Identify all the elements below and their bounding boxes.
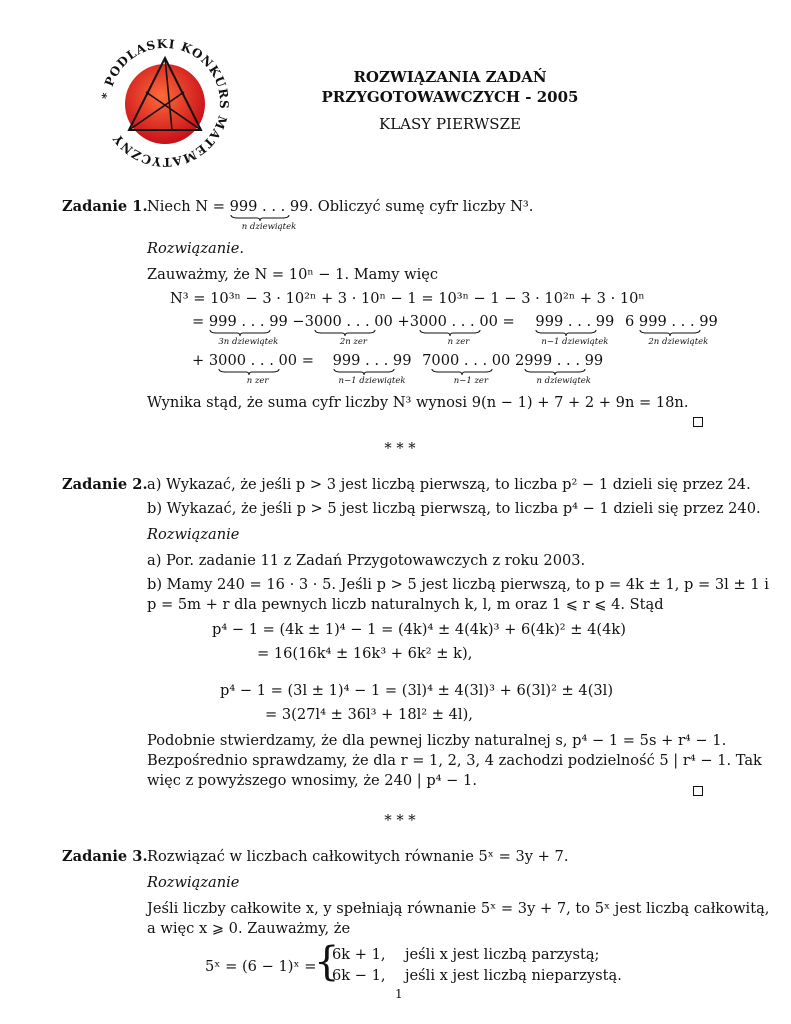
task2-solution-b-line2: p = 5m + r dla pewnych liczb naturalnych k, l, m oraz 1 ⩽ r ⩽ 4. Stąd <box>147 596 664 613</box>
task2-equation4: = 3(27l⁴ ± 36l³ + 18l² ± 4l), <box>265 706 473 723</box>
doc-title-line1: ROZWIĄZANIA ZADAŃ <box>353 68 547 86</box>
underbrace-icon <box>218 369 280 375</box>
task3-case2-expr: 6k − 1, <box>332 967 386 984</box>
section-separator: * * * <box>384 440 416 457</box>
eq-term: 6 999 . . . 99 2n dziewiątek <box>624 313 718 347</box>
task2-paragraph-line3: więc z powyższego wnosimy, że 240 | p⁴ − 1. <box>147 772 477 789</box>
task3-line1: Jeśli liczby całkowite x, y spełniają równanie 5ˣ = 3y + 7, to 5ˣ jest liczbą całkowitą, <box>147 900 770 917</box>
eq-term: = 999 . . . 99 n−1 dziewiątek <box>301 352 412 386</box>
task1-label: Zadanie 1. <box>62 198 148 215</box>
eq-term: = 999 . . . 99 3n dziewiątek <box>192 313 288 347</box>
underbrace-icon <box>431 369 493 375</box>
task2-part-a: a) Wykazać, że jeśli p > 3 jest liczbą pierwszą, to liczba p² − 1 dzieli się przez 24. <box>147 476 751 493</box>
task3-case2-cond: jeśli x jest liczbą nieparzystą. <box>405 967 622 984</box>
underbrace-icon <box>333 369 395 375</box>
task3-case1-cond: jeśli x jest liczbą parzystą; <box>405 946 600 963</box>
eq-term: + 3 000 . . . 00 n zer <box>192 352 298 386</box>
task2-equation3: p⁴ − 1 = (3l ± 1)⁴ − 1 = (3l)⁴ ± 4(3l)³ + 6(3l)² ± 4(3l) <box>220 682 614 699</box>
eq-term: 2 999 . . . 99 n dziewiątek <box>514 352 604 386</box>
task3-case-lhs: 5ˣ = (6 − 1)ˣ = <box>205 958 317 975</box>
qed-square-icon <box>693 786 703 796</box>
eq-term: = 999 . . . 99 n−1 dziewiątek <box>502 313 615 347</box>
task1-conclusion: Wynika stąd, że suma cyfr liczby N³ wynosi 9(n − 1) + 7 + 2 + 9n = 18n. <box>147 394 689 411</box>
task3-case1-expr: 6k + 1, <box>332 946 386 963</box>
task3-solution-heading: Rozwiązanie <box>147 874 240 891</box>
task2-paragraph-line2: Bezpośrednio sprawdzamy, że dla r = 1, 2, 3, 4 zachodzi podzielność 5 | r⁴ − 1. Tak <box>147 752 762 769</box>
eq-term: −3 000 . . . 00 2n zer <box>292 313 393 347</box>
task1-solution-heading: Rozwiązanie. <box>147 240 245 257</box>
task3-label: Zadanie 3. <box>62 848 148 865</box>
underbrace-icon <box>639 330 701 336</box>
task1-statement: Niech N = 999 . . . 99 n dziewiątek . Obliczyć sumę cyfr liczby N³. <box>147 198 534 232</box>
task2-equation1: p⁴ − 1 = (4k ± 1)⁴ − 1 = (4k)⁴ ± 4(4k)³ + 6(4k)² ± 4(4k) <box>212 621 626 638</box>
task2-solution-b-line1: b) Mamy 240 = 16 · 3 · 5. Jeśli p > 5 jest liczbą pierwszą, to p = 4k ± 1, p = 3l ± 1 i <box>147 576 769 593</box>
task1-equation1: N³ = 10³ⁿ − 3 · 10²ⁿ + 3 · 10ⁿ − 1 = 10³ⁿ − 1 − 3 · 10²ⁿ + 3 · 10ⁿ <box>170 290 645 307</box>
underbrace-icon <box>230 215 290 221</box>
underbrace-icon <box>535 330 597 336</box>
task2-solution-a: a) Por. zadanie 11 z Zadań Przygotowawczych z roku 2003. <box>147 552 586 569</box>
eq-term: 7 000 . . . 00 n−1 zer <box>422 352 511 386</box>
eq-term: +3 000 . . . 00 n zer <box>397 313 498 347</box>
underbrace-icon <box>314 330 376 336</box>
contest-logo <box>100 38 230 168</box>
task2-paragraph-line1: Podobnie stwierdzamy, że dla pewnej liczby naturalnej s, p⁴ − 1 = 5s + r⁴ − 1. <box>147 732 727 749</box>
underbrace-icon <box>209 330 271 336</box>
task2-solution-heading: Rozwiązanie <box>147 526 240 543</box>
doc-subtitle: KLASY PIERWSZE <box>379 115 521 133</box>
task2-label: Zadanie 2. <box>62 476 148 493</box>
section-separator: * * * <box>384 812 416 829</box>
overbrace-term: 999 . . . 99 n dziewiątek <box>229 198 309 232</box>
left-brace-icon: { <box>314 939 340 985</box>
qed-square-icon <box>693 417 703 427</box>
task1-equation-row2 <box>192 313 718 347</box>
task2-part-b: b) Wykazać, że jeśli p > 5 jest liczbą pierwszą, to liczba p⁴ − 1 dzieli się przez 240. <box>147 500 761 517</box>
task3-statement: Rozwiązać w liczbach całkowitych równanie 5ˣ = 3y + 7. <box>147 848 569 865</box>
task2-equation2: = 16(16k⁴ ± 16k³ + 6k² ± k), <box>257 645 473 662</box>
logo-ring-text: * PODLASKI KONKURS MATEMATYCZNY <box>100 38 230 168</box>
underbrace-icon <box>419 330 481 336</box>
task1-equation-row3 <box>192 352 603 386</box>
task1-line1: Zauważmy, że N = 10ⁿ − 1. Mamy więc <box>147 266 439 283</box>
page-number: 1 <box>395 987 403 1001</box>
underbrace-icon <box>524 369 586 375</box>
task3-line2: a więc x ⩾ 0. Zauważmy, że <box>147 920 351 937</box>
logo-emblem-icon <box>100 38 230 168</box>
doc-title-line2: PRZYGOTOWAWCZYCH - 2005 <box>321 88 579 106</box>
